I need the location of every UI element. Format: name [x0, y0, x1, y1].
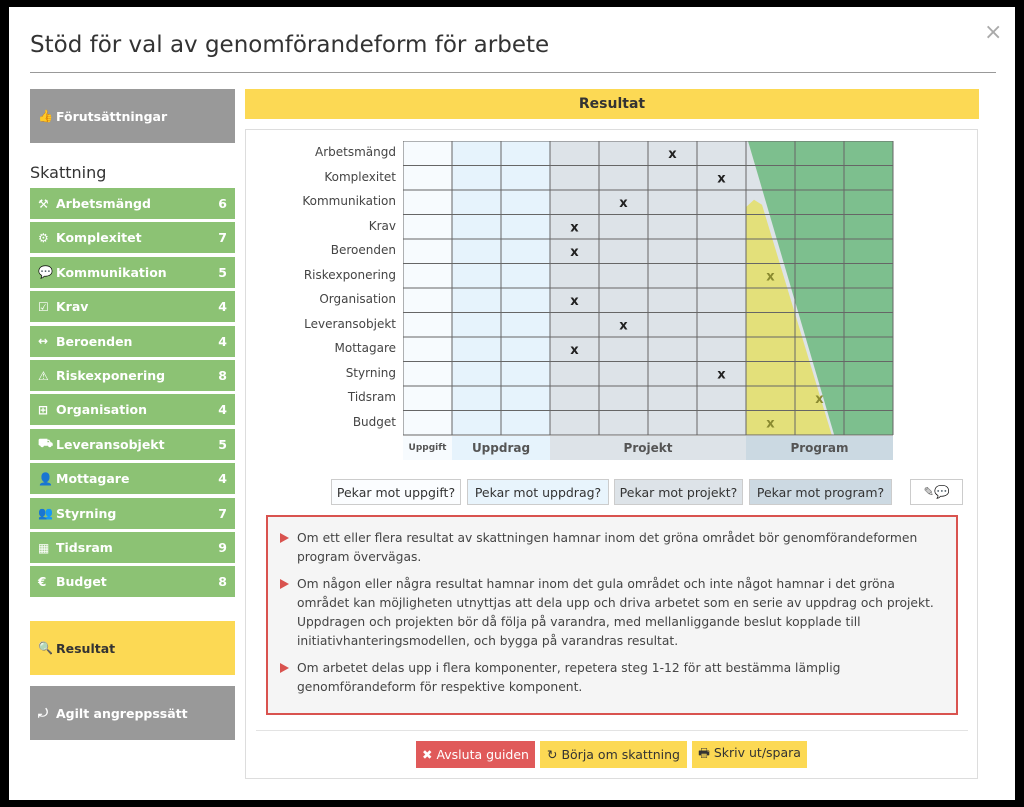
item-value: 4	[218, 471, 227, 487]
item-label: Organisation	[56, 402, 147, 418]
item-value: 4	[218, 333, 227, 349]
item-label: Tidsram	[56, 540, 113, 555]
result-header: Resultat	[245, 89, 979, 119]
label: Agilt angreppssätt	[56, 705, 188, 721]
point-program-button[interactable]: Pekar mot program?	[749, 479, 892, 505]
row-label: Budget	[352, 414, 396, 429]
x-mark: x	[619, 196, 628, 211]
item-label: Komplexitet	[56, 230, 142, 246]
item-label: Leveransobjekt	[56, 436, 165, 452]
item-icon: ↔	[38, 334, 49, 349]
item-icon: ⛟	[38, 436, 54, 451]
item-icon: ⚠	[38, 368, 49, 383]
sidebar-item-mottagare[interactable]	[30, 463, 235, 494]
info-text: Om ett eller flera resultat av skattningen hamnar inom det gröna området bör genomförandeformen program övervägas.	[280, 529, 944, 567]
point-project-button[interactable]: Pekar mot projekt?	[614, 479, 743, 505]
x-mark: x	[570, 294, 579, 309]
item-icon: €	[38, 574, 47, 589]
item-label: Mottagare	[56, 471, 130, 487]
sidebar-item-result[interactable]	[30, 621, 235, 675]
info-box	[266, 515, 958, 715]
item-value: 5	[218, 436, 227, 452]
agile-icon: ⤾	[38, 705, 48, 720]
sidebar-item-tidsram[interactable]	[30, 532, 235, 563]
row-label: Krav	[368, 218, 396, 233]
row-label: Tidsram	[347, 390, 396, 404]
item-value: 4	[218, 402, 227, 418]
x-mark: x	[717, 367, 726, 383]
x-mark: x	[766, 416, 775, 432]
thumbs-up-icon: 👍	[38, 109, 53, 123]
item-value: 5	[218, 264, 227, 280]
sidebar-item-prereq[interactable]	[30, 89, 235, 143]
sidebar-item-styrning[interactable]	[30, 498, 235, 529]
band-label: Uppgift	[403, 436, 452, 460]
info-text: Om arbetet delas upp i flera komponenter, repetera steg 1-12 för att bestämma lämplig genomförandeform för respektive komponent.	[280, 659, 944, 697]
item-value: 6	[218, 196, 227, 211]
close-icon[interactable]: ×	[984, 20, 1003, 45]
item-icon: 💬	[38, 265, 53, 280]
sidebar-item-leveransobjekt[interactable]	[30, 429, 235, 460]
divider	[30, 72, 996, 73]
row-label: Organisation	[319, 292, 396, 306]
band-label: Program	[746, 436, 893, 460]
sidebar-item-budget[interactable]	[30, 566, 235, 597]
x-mark: x	[570, 245, 579, 260]
item-value: 8	[218, 574, 227, 590]
edit-comment-button[interactable]: ✎💬	[910, 479, 963, 505]
x-mark: x	[815, 392, 824, 407]
sidebar-item-kommunikation[interactable]	[30, 257, 235, 288]
sidebar-item-riskexponering[interactable]	[30, 360, 235, 391]
item-label: Styrning	[56, 505, 117, 521]
row-label: Leveransobjekt	[304, 316, 396, 331]
result-grid	[403, 141, 894, 437]
point-task-button[interactable]: Pekar mot uppgift?	[331, 479, 461, 505]
row-label: Beroenden	[330, 243, 396, 257]
print-save-button[interactable]: 🖶 Skriv ut/spara	[692, 741, 807, 768]
band-label: Uppdrag	[452, 436, 550, 460]
item-value: 9	[218, 540, 227, 555]
item-value: 7	[218, 505, 227, 521]
restart-button[interactable]: ↻ Börja om skattning	[540, 741, 687, 768]
sidebar-item-agile[interactable]	[30, 686, 235, 740]
row-label: Kommunikation	[302, 194, 396, 208]
item-label: Beroenden	[56, 333, 133, 349]
item-icon: 👥	[38, 506, 53, 521]
label: Resultat	[56, 640, 116, 656]
cancel-guide-button[interactable]: ✖ Avsluta guiden	[416, 741, 535, 768]
row-label: Mottagare	[334, 341, 396, 355]
x-mark: x	[766, 269, 775, 285]
item-icon: ▦	[38, 540, 50, 555]
band-label: Projekt	[550, 436, 746, 460]
label: Förutsättningar	[56, 108, 168, 124]
item-value: 7	[218, 230, 227, 246]
row-label: Arbetsmängd	[315, 145, 396, 159]
sidebar-item-beroenden[interactable]	[30, 326, 235, 357]
search-icon: 🔍	[38, 641, 53, 655]
divider	[256, 730, 968, 731]
item-label: Arbetsmängd	[56, 196, 151, 211]
info-text: Om någon eller några resultat hamnar inom det gula området och inte något hamnar i det gröna området kan möjligheten utnyttjas att dela upp och driva arbetet som en serie av uppdrag och projekt. Uppdragen och projekten bör då följa på varandra, med mellanliggande beslut kopplade till initiativhanteringsmodellen, och bygga på varandras resultat.	[280, 575, 944, 651]
row-label: Komplexitet	[324, 169, 396, 184]
item-icon: ⚒	[38, 196, 49, 211]
item-label: Riskexponering	[56, 368, 166, 383]
point-assignment-button[interactable]: Pekar mot uppdrag?	[467, 479, 609, 505]
x-mark: x	[619, 318, 628, 334]
item-label: Krav	[56, 299, 89, 315]
item-icon: 👤	[38, 471, 53, 486]
item-icon: ⊞	[38, 402, 49, 417]
item-label: Budget	[56, 574, 107, 590]
x-mark: x	[717, 171, 726, 187]
dialog-title: Stöd för val av genomförandeform för arbete	[30, 32, 550, 58]
x-mark: x	[570, 343, 579, 358]
row-label: Styrning	[345, 365, 396, 380]
x-mark: x	[570, 220, 579, 236]
item-icon: ☑	[38, 299, 49, 314]
sidebar-item-krav[interactable]	[30, 291, 235, 322]
x-mark: x	[668, 147, 677, 162]
item-label: Kommunikation	[56, 264, 167, 280]
sidebar-item-organisation[interactable]	[30, 394, 235, 425]
item-icon: ⚙	[38, 230, 49, 245]
item-value: 4	[218, 299, 227, 315]
sidebar-item-arbetsmängd[interactable]	[30, 188, 235, 219]
row-label: Riskexponering	[303, 267, 396, 282]
section-heading: Skattning	[30, 163, 107, 182]
item-value: 8	[218, 368, 227, 383]
sidebar-item-komplexitet[interactable]	[30, 222, 235, 253]
